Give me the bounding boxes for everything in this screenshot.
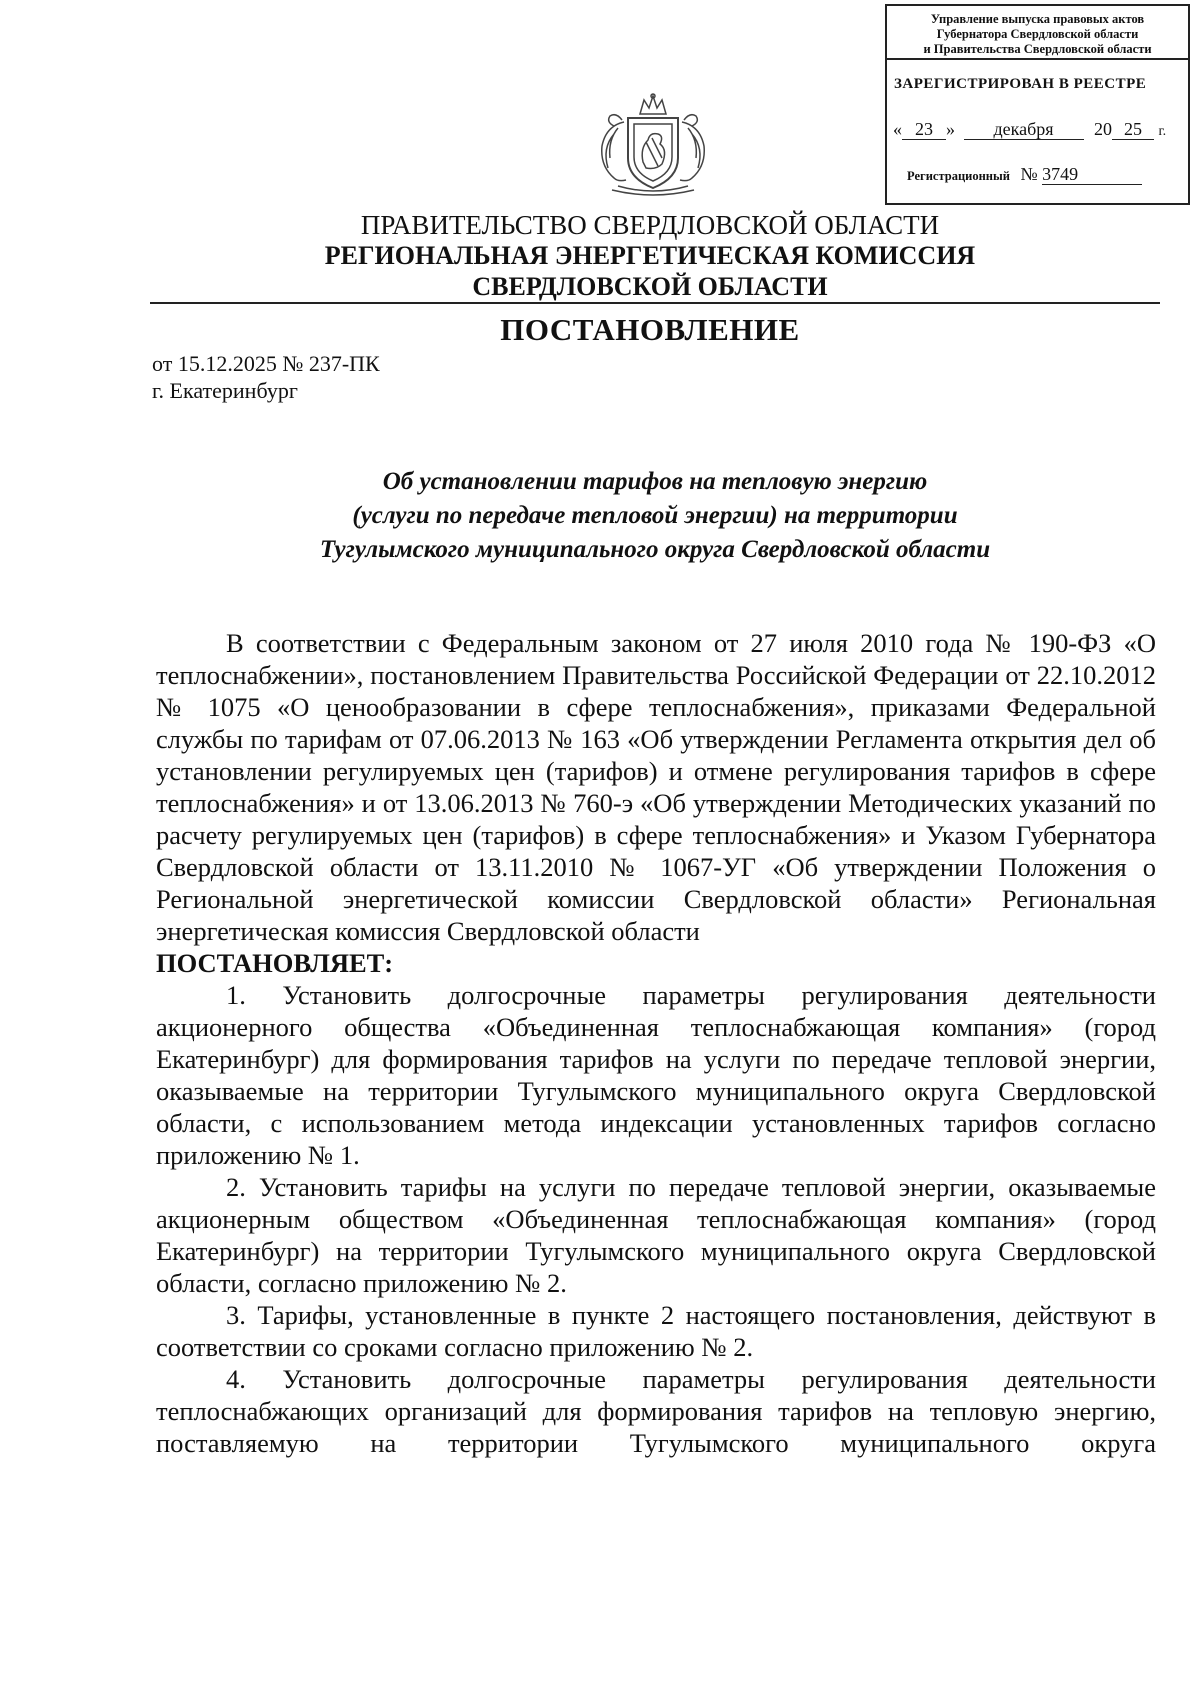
stamp-registration-number: [907, 164, 1142, 185]
preamble-paragraph: В соответствии с Федеральным законом от 27 июля 2010 года № 190-ФЗ «О теплоснабжении», постановлением Правительства Российской Федерации от 22.10.2012 № 1075 «О ценообразовании в сфере теплоснабжения», приказами Федеральной службы по тарифам от 07.06.2013 № 163 «Об утверждении Регламента открытия дел об установлении регулируемых цен (тарифов) и отмене регулирования тарифов в сфере теплоснабжения» и от 13.06.2013 № 760-э «Об утверждении Методических указаний по расчету регулируемых цен (тарифов) в сфере теплоснабжения» и Указом Губернатора Свердловской области от 13.11.2010 № 1067-УГ «Об утверждении Положения о Региональной энергетической комиссии Свердловской области» Региональная энергетическая комиссия Свердловской области: [156, 628, 1156, 946]
stamp-reg-label: Регистрационный: [907, 169, 1010, 183]
registration-stamp: [885, 4, 1190, 205]
document-body: [156, 627, 1156, 1459]
commission-heading-line2: СВЕРДЛОВСКОЙ ОБЛАСТИ: [472, 272, 828, 301]
stamp-reg-number: 3749: [1042, 164, 1142, 185]
stamp-dept-line: и Правительства Свердловской области: [923, 42, 1152, 56]
document-city: г. Екатеринбург: [152, 378, 298, 403]
document-type: ПОСТАНОВЛЕНИЕ: [500, 312, 800, 347]
stamp-day: 23: [902, 119, 946, 140]
stamp-year-suffix: 25: [1112, 119, 1154, 140]
stamp-date: « 23 » декабря 20 25 г.: [893, 119, 1167, 139]
document-title-line2: (услуги по передаче тепловой энергии) на территории: [352, 502, 958, 529]
stamp-department: [887, 6, 1188, 60]
clause-3: 3. Тарифы, установленные в пункте 2 настоящего постановления, действуют в соответствии со сроками согласно приложению № 2.: [156, 1300, 1156, 1362]
header-divider: [150, 302, 1160, 304]
commission-heading-line1: РЕГИОНАЛЬНАЯ ЭНЕРГЕТИЧЕСКАЯ КОМИССИЯ: [324, 241, 976, 270]
stamp-dept-line: Управление выпуска правовых актов: [930, 12, 1145, 26]
document-date-number: от 15.12.2025 № 237-ПК: [152, 351, 380, 376]
stamp-month: декабря: [964, 119, 1084, 140]
document-title-line3: Тугулымского муниципального округа Свердловской области: [319, 536, 991, 563]
coat-of-arms-emblem: [588, 92, 718, 200]
document-title-line1: Об установлении тарифов на тепловую энергию: [382, 468, 928, 495]
resolves-heading: ПОСТАНОВЛЯЕТ:: [156, 948, 394, 978]
stamp-dept-line: Губернатора Свердловской области: [936, 27, 1139, 41]
clause-2: 2. Установить тарифы на услуги по передаче тепловой энергии, оказываемые акционерным обществом «Объединенная теплоснабжающая компания» (город Екатеринбург) на территории Тугулымского муниципального округа Свердловской области, согласно приложению № 2.: [156, 1172, 1156, 1298]
stamp-registered-label: ЗАРЕГИСТРИРОВАН В РЕЕСТРЕ: [894, 76, 1147, 92]
government-heading: ПРАВИТЕЛЬСТВО СВЕРДЛОВСКОЙ ОБЛАСТИ: [360, 210, 940, 240]
stamp-year-prefix: 20: [1094, 119, 1112, 139]
stamp-no-sign: №: [1020, 164, 1038, 184]
stamp-year-unit: г.: [1158, 124, 1167, 139]
clause-1: 1. Установить долгосрочные параметры регулирования деятельности акционерного общества «Объединенная теплоснабжающая компания» (город Екатеринбург) для формирования тарифов на услуги по передаче тепловой энергии, оказываемые на территории Тугулымского муниципального округа Свердловской области, с использованием метода индексации установленных тарифов согласно приложению № 1.: [156, 980, 1156, 1170]
clause-4: 4. Установить долгосрочные параметры регулирования деятельности теплоснабжающих организаций для формирования тарифов на тепловую энергию, поставляемую на территории Тугулымского муниципального округа: [156, 1364, 1156, 1458]
